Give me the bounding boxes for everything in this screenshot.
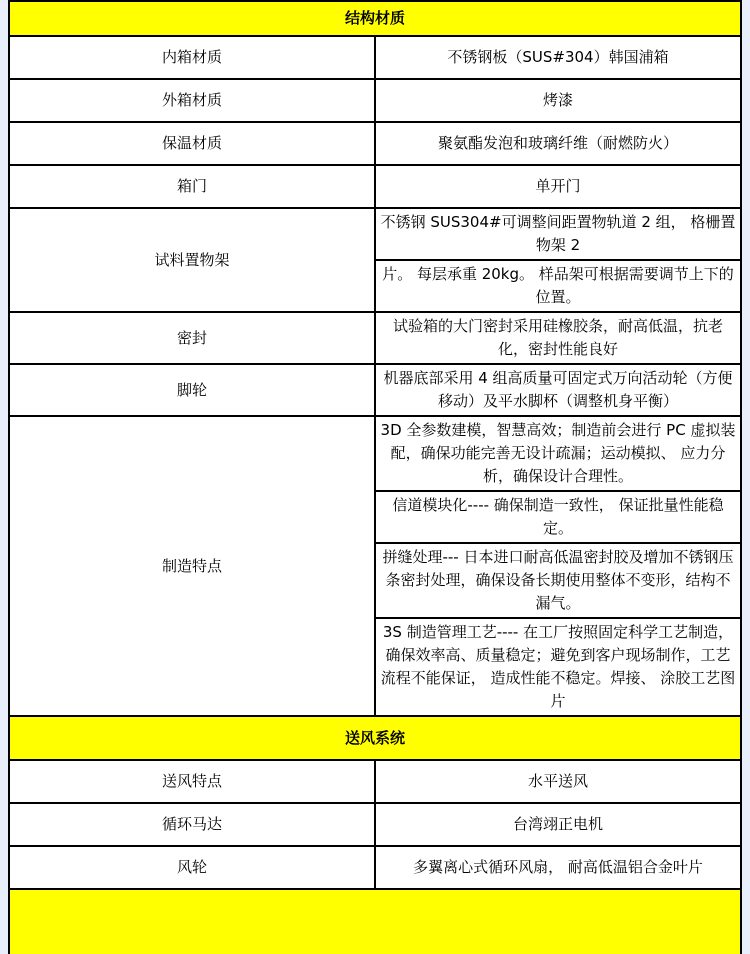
row-value-inner-box-material: 不锈钢板（SUS#304）韩国浦箱 xyxy=(375,36,741,79)
row-label-inner-box-material: 内箱材质 xyxy=(9,36,375,79)
table-row xyxy=(9,760,741,803)
row-value-casters: 机器底部采用 4 组高质量可固定式万向活动轮（方便移动）及平水脚杯（调整机身平衡） xyxy=(375,364,741,416)
row-value-circulation-motor: 台湾翊正电机 xyxy=(375,803,741,846)
spec-table xyxy=(8,0,742,954)
row-label-outer-box-material: 外箱材质 xyxy=(9,79,375,122)
section-header-row xyxy=(9,1,741,36)
row-label-insulation-material: 保温材质 xyxy=(9,122,375,165)
row-value-chamber-door: 单开门 xyxy=(375,165,741,208)
row-value-air-supply-feature: 水平送风 xyxy=(375,760,741,803)
table-row xyxy=(9,165,741,208)
table-row xyxy=(9,208,741,260)
row-value-fan-wheel: 多翼离心式循环风扇， 耐高低温铝合金叶片 xyxy=(375,846,741,889)
row-value-sample-shelf-1: 不锈钢 SUS304#可调整间距置物轨道 2 组， 格栅置物架 2 xyxy=(375,208,741,260)
row-label-manufacturing-features: 制造特点 xyxy=(9,416,375,716)
row-value-insulation-material: 聚氨酯发泡和玻璃纤维（耐燃防火） xyxy=(375,122,741,165)
section-header-row xyxy=(9,716,741,760)
section-title-air-supply-system: 送风系统 xyxy=(9,716,741,760)
row-value-manufacturing-modularization: 信道模块化---- 确保制造一致性， 保证批量性能稳定。 xyxy=(375,491,741,543)
row-label-chamber-door: 箱门 xyxy=(9,165,375,208)
table-row xyxy=(9,846,741,889)
row-label-fan-wheel: 风轮 xyxy=(9,846,375,889)
row-label-air-supply-feature: 送风特点 xyxy=(9,760,375,803)
spec-table-container xyxy=(8,0,742,954)
table-row xyxy=(9,416,741,491)
section-header-row-cutoff xyxy=(9,889,741,954)
table-row xyxy=(9,122,741,165)
section-title-structure-materials: 结构材质 xyxy=(9,1,741,36)
row-value-outer-box-material: 烤漆 xyxy=(375,79,741,122)
row-value-manufacturing-3s-process: 3S 制造管理工艺---- 在工厂按照固定科学工艺制造，确保效率高、质量稳定；避免到客户现场制作，工艺流程不能保证， 造成性能不稳定。焊接、 涂胶工艺图片 xyxy=(375,618,741,716)
row-label-casters: 脚轮 xyxy=(9,364,375,416)
row-value-sample-shelf-2: 片。 每层承重 20kg。 样品架可根据需要调节上下的位置。 xyxy=(375,260,741,312)
table-row xyxy=(9,79,741,122)
row-value-sealing: 试验箱的大门密封采用硅橡胶条，耐高低温，抗老化，密封性能良好 xyxy=(375,312,741,364)
table-row xyxy=(9,36,741,79)
table-row xyxy=(9,312,741,364)
table-row xyxy=(9,364,741,416)
row-label-sealing: 密封 xyxy=(9,312,375,364)
row-label-circulation-motor: 循环马达 xyxy=(9,803,375,846)
section-title-cutoff xyxy=(9,889,741,954)
row-label-sample-shelf: 试料置物架 xyxy=(9,208,375,312)
row-value-manufacturing-seam-treatment: 拼缝处理--- 日本进口耐高低温密封胶及增加不锈钢压条密封处理，确保设备长期使用整体不变形，结构不漏气。 xyxy=(375,543,741,618)
table-row xyxy=(9,803,741,846)
row-value-manufacturing-3d-modeling: 3D 全参数建模，智慧高效；制造前会进行 PC 虚拟装配，确保功能完善无设计疏漏；运动模拟、 应力分析，确保设计合理性。 xyxy=(375,416,741,491)
